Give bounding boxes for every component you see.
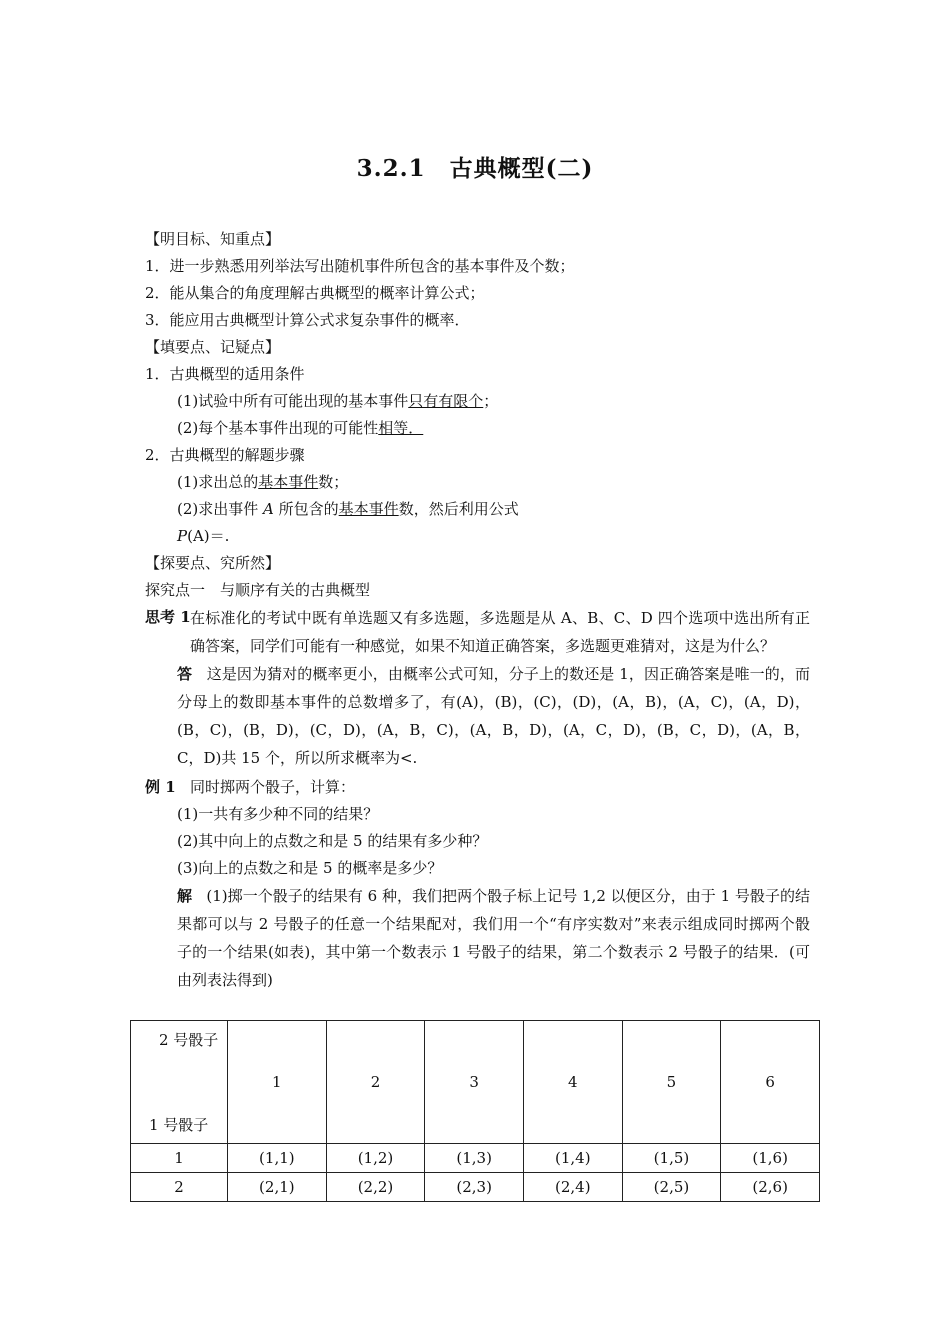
solution-label: 解: [177, 887, 193, 905]
table-cell: (2,6): [721, 1173, 820, 1202]
table-cell: (2,3): [425, 1173, 524, 1202]
answer-block: [145, 660, 810, 772]
table-cell: (1,1): [228, 1144, 327, 1173]
dice-table-wrapper: [130, 1020, 820, 1202]
table-cell: (2,4): [523, 1173, 622, 1202]
table-corner-cell: [131, 1021, 228, 1144]
goal-item-3: 3．能应用古典概型计算公式求复杂事件的概率．: [145, 311, 470, 329]
fill-answer: 基本事件: [338, 500, 399, 518]
key-point-2: 2．古典概型的解题步骤: [145, 446, 305, 464]
answer-label: 答: [177, 665, 193, 683]
formula-line: P(A)＝.: [177, 527, 230, 545]
table-cell: (1,3): [425, 1144, 524, 1173]
section-heading-goals: 【明目标、知重点】: [145, 230, 281, 248]
table-row: [131, 1173, 820, 1202]
table-cell: (2,1): [228, 1173, 327, 1202]
corner-label-bottom: 1 号骰子: [149, 1116, 209, 1134]
think-question: [145, 604, 810, 660]
key-point-1a: (1)试验中所有可能出现的基本事件只有有限个；: [177, 392, 499, 410]
fill-answer: 基本事件: [258, 473, 319, 491]
fill-answer: 只有有限个: [408, 392, 484, 410]
table-cell: (2,2): [326, 1173, 425, 1202]
key-point-2a: (1)求出总的基本事件数；: [177, 473, 349, 491]
table-header: 3: [425, 1021, 524, 1144]
key-point-1: 1．古典概型的适用条件: [145, 365, 305, 383]
table-header: 4: [523, 1021, 622, 1144]
fill-answer: 相等．: [378, 419, 424, 437]
table-cell: (1,4): [523, 1144, 622, 1173]
solution-text: (1)掷一个骰子的结果有 6 种，我们把两个骰子标上记号 1,2 以便区分，由于 1 号骰子的结果都可以与 2 号骰子的任意一个结果配对，我们用一个“有序实数对”来表示组成同时掷两个骰子的一个结果(如表)，其中第一个数表示 1 号骰子的结果，第二个数表示 2 号骰子的结果．(可由列表法得到): [177, 887, 810, 989]
document-body: [145, 226, 810, 994]
goal-item-1: 1．进一步熟悉用列举法写出随机事件所包含的基本事件及个数；: [145, 257, 575, 275]
explore-point-1: 探究点一 与顺序有关的古典概型: [145, 581, 371, 599]
section-heading-key-points: 【填要点、记疑点】: [145, 338, 281, 356]
table-cell: (2,5): [622, 1173, 721, 1202]
table-header-row: [131, 1021, 820, 1144]
page-title: 3.2.1 古典概型(二): [356, 155, 594, 182]
table-cell: (1,2): [326, 1144, 425, 1173]
table-cell: (1,6): [721, 1144, 820, 1173]
table-header: 1: [228, 1021, 327, 1144]
dice-outcome-table: [130, 1020, 820, 1202]
section-heading-explore: 【探要点、究所然】: [145, 554, 281, 572]
example-question-1: (1)一共有多少种不同的结果？: [177, 805, 379, 823]
row-label: 1: [131, 1144, 228, 1173]
answer-text: 这是因为猜对的概率更小，由概率公式可知，分子上的数还是 1，因正确答案是唯一的，而分母上的数即基本事件的总数增多了，有(A)，(B)，(C)，(D)，(A，B)，(A，C)，(A，D)，(B，C)，(B，D)，(C，D)，(A，B，C)，(A，B，D)，(A，C，D)，(B，C，D)，(A，B，C，D)共 15 个，所以所求概率为<.: [177, 665, 810, 767]
key-point-2b: (2)求出事件 A 所包含的基本事件数，然后利用公式: [177, 500, 519, 518]
table-header: 6: [721, 1021, 820, 1144]
table-header: 2: [326, 1021, 425, 1144]
row-label: 2: [131, 1173, 228, 1202]
example-1: 例 1 同时掷两个骰子，计算：: [145, 778, 355, 796]
think-text: 在标准化的考试中既有单选题又有多选题，多选题是从 A、B、C、D 四个选项中选出所有正确答案，同学们可能有一种感觉，如果不知道正确答案，多选题更难猜对，这是为什么？: [190, 609, 810, 655]
table-cell: (1,5): [622, 1144, 721, 1173]
table-row: [131, 1144, 820, 1173]
corner-label-top: 2 号骰子: [159, 1031, 219, 1049]
example-label: 例 1: [145, 778, 176, 796]
example-question-3: (3)向上的点数之和是 5 的概率是多少？: [177, 859, 443, 877]
solution-block: [145, 882, 810, 994]
goal-item-2: 2．能从集合的角度理解古典概型的概率计算公式；: [145, 284, 485, 302]
think-label: 思考 1: [145, 608, 191, 626]
key-point-1b: (2)每个基本事件出现的可能性相等．: [177, 419, 424, 437]
table-header: 5: [622, 1021, 721, 1144]
example-question-2: (2)其中向上的点数之和是 5 的结果有多少种？: [177, 832, 488, 850]
